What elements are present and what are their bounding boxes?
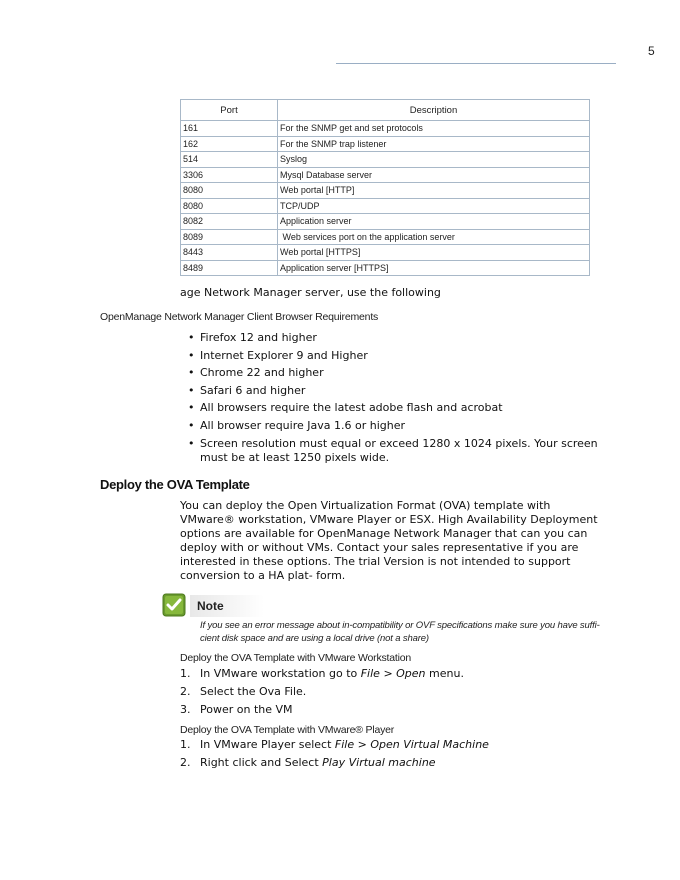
description-cell: Application server [278,214,590,230]
step-menu-path: File > Open [360,667,426,680]
step-number: 3. [180,703,191,716]
step-number: 2. [180,756,191,769]
step-action: Play Virtual machine [322,756,436,769]
list-item: • Safari 6 and higher [186,384,606,398]
deploy-paragraph: You can deploy the Open Virtualization Format (OVA) template with VMware® workstation, VMware Player or ESX. High Availability Deployment options are available for OpenManage Network Manager that can you can deploy with or without VMs. Contact your sales representative if you are interested in these options. The trial Version is not intended to support conversion to a HA plat- form. [180,499,598,582]
browser-requirements-list [186,331,606,468]
port-cell: 8443 [181,245,278,261]
port-cell: 8080 [181,198,278,214]
step-number: 2. [180,685,191,698]
description-cell: Web portal [HTTP] [278,183,590,199]
list-item: • Chrome 22 and higher [186,366,606,380]
description-cell: Mysql Database server [278,167,590,183]
step-number: 1. [180,738,191,751]
description-cell: Application server [HTTPS] [278,260,590,276]
table-row [181,183,590,199]
step-number: 1. [180,667,191,680]
description-cell: Web services port on the application server [278,229,590,245]
port-cell: 8082 [181,214,278,230]
step-text-end: menu. [425,667,464,680]
table-row [181,198,590,214]
port-cell: 8489 [181,260,278,276]
step-text: In VMware workstation go to [200,667,361,680]
description-cell: Web portal [HTTPS] [278,245,590,261]
port-cell: 162 [181,136,278,152]
player-heading: Deploy the OVA Template with VMware® Player [180,724,395,736]
step-text: In VMware Player select [200,738,335,751]
browser-requirements-heading: OpenManage Network Manager Client Browser Requirements [100,311,379,323]
step-item [180,738,600,752]
list-item: • Screen resolution must equal or exceed 1280 x 1024 pixels. Your screen must be at least 1250 pixels wide. [186,437,606,465]
column-header-description: Description [278,100,590,121]
table-row [181,214,590,230]
table-row [181,167,590,183]
description-cell: Syslog [278,152,590,168]
description-cell: TCP/UDP [278,198,590,214]
table-row [181,152,590,168]
table-header-row [181,100,590,121]
table-row [181,260,590,276]
step-menu-path: File > Open Virtual Machine [334,738,489,751]
player-steps [180,738,600,774]
step-text: Right click and Select [200,756,323,769]
table-row [181,136,590,152]
step-item [180,667,600,681]
header-rule [336,63,616,64]
page-number: 5 [648,44,655,58]
note-label: Note [197,599,224,613]
intro-line: age Network Manager server, use the following [180,286,441,299]
list-item: • Internet Explorer 9 and Higher [186,349,606,363]
list-item: • All browsers require the latest adobe flash and acrobat [186,401,606,415]
ports-table [180,99,590,276]
port-cell: 3306 [181,167,278,183]
table-row [181,245,590,261]
port-cell: 8080 [181,183,278,199]
step-item [180,703,600,717]
description-cell: For the SNMP get and set protocols [278,121,590,137]
note-box [162,593,602,649]
workstation-steps [180,667,600,721]
table-row [181,121,590,137]
checkmark-icon [162,593,186,617]
step-text: Select the Ova File. [200,685,307,698]
workstation-heading: Deploy the OVA Template with VMware Workstation [180,652,412,664]
step-text: Power on the VM [200,703,293,716]
step-item [180,685,600,699]
section-title: Deploy the OVA Template [100,477,250,492]
port-cell: 161 [181,121,278,137]
note-text: If you see an error message about in-compatibility or OVF specifications make sure you have suffi- cient disk space and are using a local drive (not a share) [200,620,600,644]
port-cell: 514 [181,152,278,168]
column-header-port: Port [181,100,278,121]
port-cell: 8089 [181,229,278,245]
table-row [181,229,590,245]
list-item: • All browser require Java 1.6 or higher [186,419,606,433]
list-item: • Firefox 12 and higher [186,331,606,345]
step-item [180,756,600,770]
description-cell: For the SNMP trap listener [278,136,590,152]
